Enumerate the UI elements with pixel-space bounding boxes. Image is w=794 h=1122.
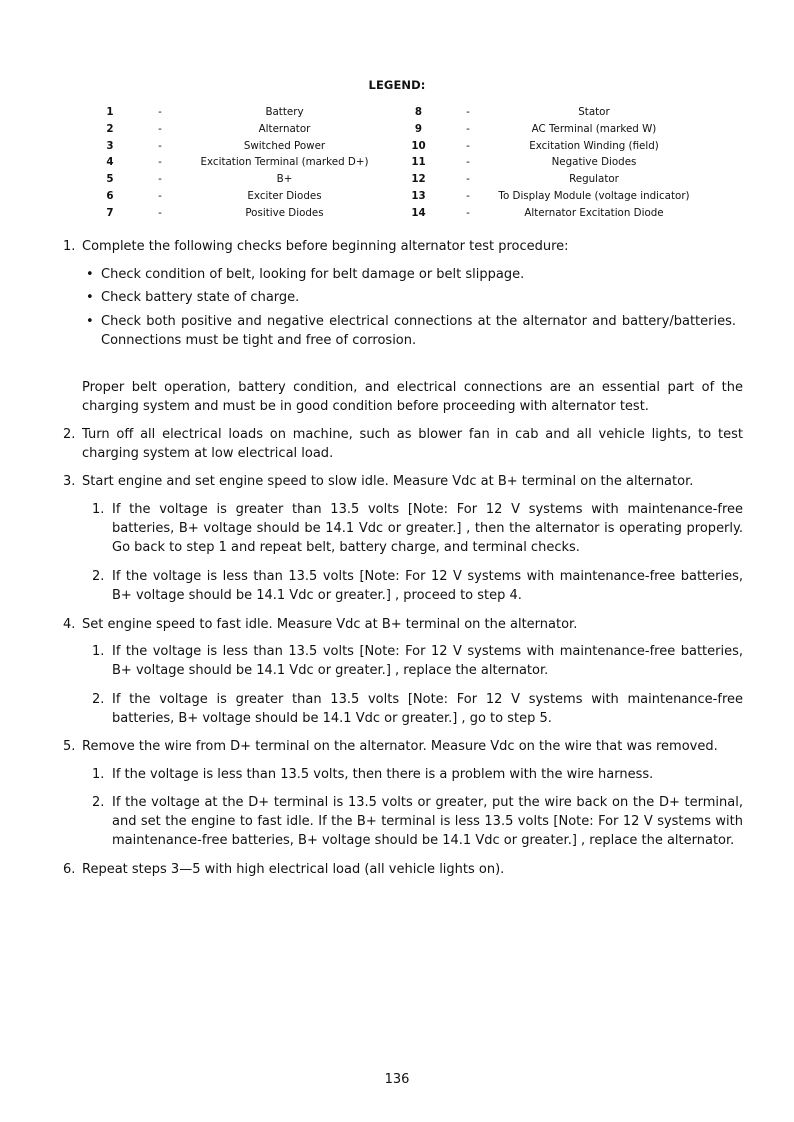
legend-description: Excitation Winding (field): [529, 139, 659, 152]
legend-number: 13: [411, 189, 426, 202]
legend-row: [80, 138, 700, 155]
legend-description: Stator: [578, 106, 610, 118]
step-number: 5.: [63, 739, 76, 754]
legend-description: Alternator Excitation Diode: [524, 206, 664, 219]
legend-dash: -: [158, 156, 162, 169]
legend-description: Switched Power: [243, 139, 326, 152]
legend-number: 9: [414, 122, 423, 135]
legend-row: [80, 121, 700, 138]
legend-number: 12: [411, 173, 426, 186]
step-6: [63, 860, 743, 879]
substep-3-2: [92, 567, 743, 605]
step-number: 1.: [63, 239, 76, 254]
legend-dash: -: [466, 122, 470, 135]
bullet-icon: •: [86, 314, 94, 329]
step-text: Repeat steps 3—5 with high electrical load (all vehicle lights on).: [82, 862, 505, 877]
substep-text: If the voltage is greater than 13.5 volts [Note: For 12 V systems with maintenance-free batteries, B+ voltage should be 14.1 Vdc or greater.] , go to step 5.: [112, 692, 743, 726]
step-text: Remove the wire from D+ terminal on the alternator. Measure Vdc on the wire that was removed.: [82, 739, 718, 754]
substep-4-2: [92, 690, 743, 728]
legend-number: 5: [106, 173, 114, 186]
legend-title: LEGEND:: [368, 78, 426, 92]
legend-number: 2: [106, 122, 114, 135]
legend-description: To Display Module (voltage indicator): [498, 189, 690, 202]
substep-number: 1.: [92, 644, 105, 659]
substep-number: 2.: [92, 569, 105, 584]
legend-row: [80, 205, 700, 222]
substep-number: 1.: [92, 767, 105, 782]
legend-description: Exciter Diodes: [247, 189, 322, 202]
legend-dash: -: [158, 106, 162, 118]
page-number: 136: [384, 1072, 410, 1087]
legend-number: 14: [411, 206, 426, 219]
legend-row: [80, 104, 700, 121]
bullet-text: Check condition of belt, looking for belt damage or belt slippage.: [101, 267, 525, 282]
legend-row: [80, 171, 700, 188]
substep-number: 2.: [92, 795, 105, 810]
substep-text: If the voltage is greater than 13.5 volts [Note: For 12 V systems with maintenance-free batteries, B+ voltage should be 14.1 Vdc or greater.] , then the alternator is operating properly. Go back to step 1 and repeat belt, battery charge, and terminal checks.: [112, 502, 743, 555]
legend-description: Negative Diodes: [551, 156, 637, 169]
step-3: [63, 472, 743, 491]
bullet-item-belt: [86, 265, 736, 284]
step-number: 2.: [63, 427, 76, 442]
substep-3-1: [92, 500, 743, 557]
step-text: Turn off all electrical loads on machine, such as blower fan in cab and all vehicle lights, to test charging system at low electrical load.: [82, 427, 743, 461]
substep-text: If the voltage at the D+ terminal is 13.5 volts or greater, put the wire back on the D+ terminal, and set the engine to fast idle. If the B+ terminal is less 13.5 volts [Note: For 12 V systems with maintenance-free batteries, B+ voltage should be 14.1 Vdc or greater.] , replace the alternator.: [112, 795, 743, 848]
legend-number: 1: [106, 106, 114, 118]
bullet-text: Check battery state of charge.: [101, 290, 300, 305]
step-text: Set engine speed to fast idle. Measure Vdc at B+ terminal on the alternator.: [82, 617, 578, 632]
legend-description: AC Terminal (marked W): [531, 122, 657, 135]
legend-number: 4: [106, 156, 114, 169]
substep-4-1: [92, 642, 743, 680]
legend-row: [80, 188, 700, 205]
bullet-icon: •: [86, 267, 94, 282]
legend-table: [80, 104, 700, 222]
substep-text: If the voltage is less than 13.5 volts, then there is a problem with the wire harness.: [112, 767, 654, 782]
legend-dash: -: [158, 206, 162, 219]
step-number: 4.: [63, 617, 76, 632]
legend-description: Regulator: [569, 173, 619, 186]
legend-number: 6: [106, 189, 114, 202]
bullet-text: Check both positive and negative electrical connections at the alternator and battery/batteries. Connections must be tight and free of corrosion.: [101, 314, 736, 348]
bullet-item-connections: [86, 312, 736, 350]
legend-description: Alternator: [258, 122, 311, 135]
step-5: [63, 737, 743, 756]
step-1: [63, 237, 743, 256]
legend-description: Battery: [265, 106, 304, 118]
step-number: 6.: [63, 862, 76, 877]
legend-row: [80, 154, 700, 171]
legend-dash: -: [466, 189, 470, 202]
substep-number: 1.: [92, 502, 105, 517]
bullet-icon: •: [86, 290, 94, 305]
step-4: [63, 615, 743, 634]
legend-dash: -: [158, 173, 162, 186]
legend-number: 8: [414, 106, 423, 118]
legend-description: Excitation Terminal (marked D+): [200, 156, 369, 169]
legend-number: 10: [411, 139, 426, 152]
legend-dash: -: [466, 106, 470, 118]
step-text: Start engine and set engine speed to slow idle. Measure Vdc at B+ terminal on the alternator.: [82, 474, 694, 489]
legend-dash: -: [158, 189, 162, 202]
step-2: [63, 425, 743, 463]
substep-5-1: [92, 765, 743, 784]
legend-dash: -: [158, 139, 162, 152]
legend-dash: -: [466, 206, 470, 219]
legend-dash: -: [466, 156, 470, 169]
substep-text: If the voltage is less than 13.5 volts [Note: For 12 V systems with maintenance-free batteries, B+ voltage should be 14.1 Vdc or greater.] , proceed to step 4.: [112, 569, 743, 603]
substep-5-2: [92, 793, 743, 850]
legend-dash: -: [466, 173, 470, 186]
step-number: 3.: [63, 474, 76, 489]
legend-number: 11: [411, 156, 426, 169]
substep-text: If the voltage is less than 13.5 volts [Note: For 12 V systems with maintenance-free batteries, B+ voltage should be 14.1 Vdc or greater.] , replace the alternator.: [112, 644, 743, 678]
legend-description: B+: [276, 173, 293, 186]
legend-dash: -: [466, 139, 470, 152]
legend-number: 7: [106, 206, 114, 219]
paragraph-belt-operation: Proper belt operation, battery condition, and electrical connections are an essential part of the charging system and must be in good condition before proceeding with alternator test.: [82, 380, 743, 414]
bullet-item-battery: [86, 288, 736, 307]
legend-number: 3: [106, 139, 114, 152]
step-text: Complete the following checks before beginning alternator test procedure:: [82, 239, 569, 254]
legend-description: Positive Diodes: [245, 206, 324, 219]
legend-dash: -: [158, 122, 162, 135]
substep-number: 2.: [92, 692, 105, 707]
